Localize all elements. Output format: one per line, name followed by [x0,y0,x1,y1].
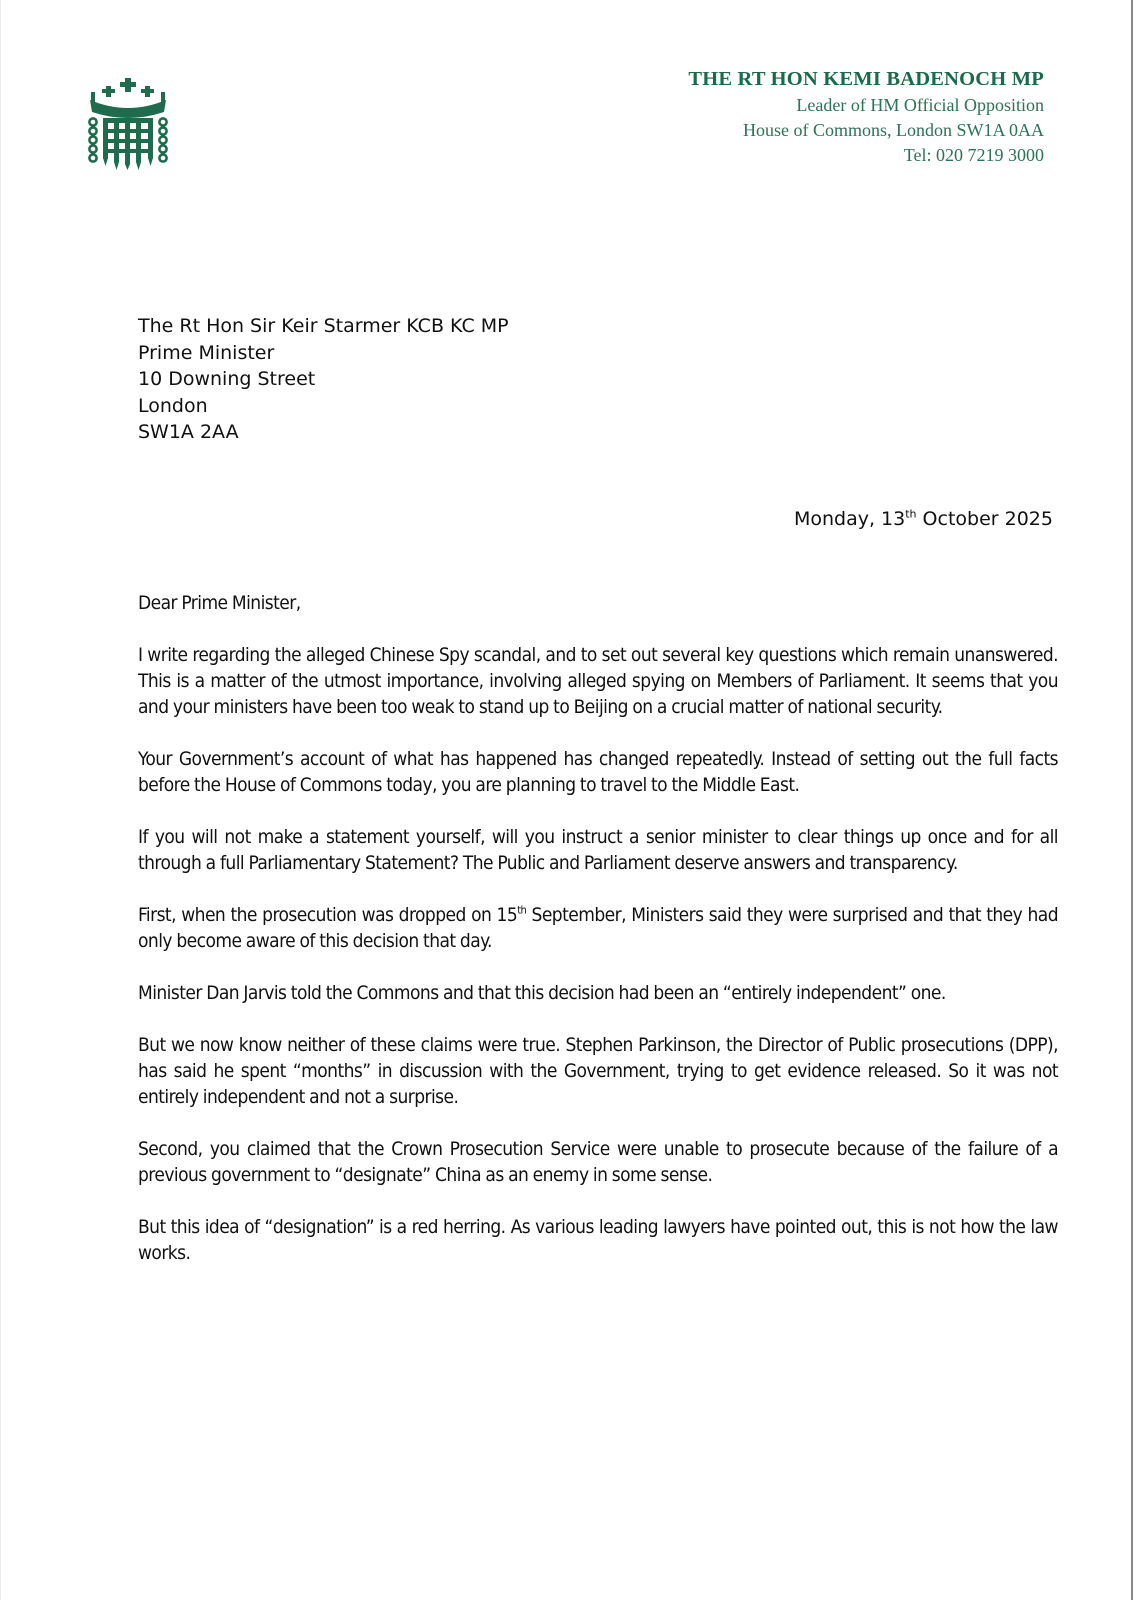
paragraph: Your Government’s account of what has happened has changed repeatedly. Instead of setting out the full facts before the House of Commons today, you are planning to travel to the Middle East. [138,748,1058,796]
letterhead [688,66,1044,168]
paragraph-text: First, when the prosecution was dropped on 15 [138,904,518,926]
recipient-street: 10 Downing Street [138,368,316,390]
paragraph: I write regarding the alleged Chinese Spy scandal, and to set out several key questions which remain unanswered. This is a matter of the utmost importance, involving alleged spying on Members of Parliament. It seems that you and your ministers have been too weak to stand up to Beijing on a crucial matter of national security. [138,644,1058,718]
ordinal-suffix: th [517,903,527,917]
paragraph: Minister Dan Jarvis told the Commons and that this decision had been an “entirely independent” one. [138,982,946,1004]
recipient-title: Prime Minister [138,341,275,364]
recipient-postcode: SW1A 2AA [138,421,239,443]
date-day: Monday, 13 [793,508,906,530]
recipient-city: London [138,394,208,417]
letter-body [138,590,1058,1292]
paragraph: Second, you claimed that the Crown Prosecution Service were unable to prosecute because of the failure of a previous government to “designate” China as an enemy in some sense. [138,1138,1058,1186]
paragraph [138,902,1058,954]
salutation: Dear Prime Minister, [138,592,301,614]
recipient-address-block [138,313,509,446]
paragraph-text: September, Ministers said they were surprised and that they had only become aware of this decision that day. [138,904,1058,952]
paragraph: If you will not make a statement yourself, will you instruct a senior minister to clear things up once and for all through a full Parliamentary Statement? The Public and Parliament deserve answers and transparency. [138,826,1058,874]
sender-address: House of Commons, London SW1A 0AA [743,120,1044,140]
portcullis-crown-icon [86,78,170,170]
paragraph: But we now know neither of these claims were true. Stephen Parkinson, the Director of Public prosecutions (DPP), has said he spent “months” in discussion with the Government, trying to get evidence released. So it was not entirely independent and not a surprise. [138,1034,1058,1108]
sender-title: Leader of HM Official Opposition [796,95,1044,115]
paragraph: But this idea of “designation” is a red herring. As various leading lawyers have pointed out, this is not how the law works. [138,1216,1058,1264]
date-month-year: October 2025 [916,508,1053,530]
sender-name: THE RT HON KEMI BADENOCH MP [688,68,1044,90]
date-ordinal: th [905,507,917,521]
sender-telephone: Tel: 020 7219 3000 [903,145,1044,165]
letter-date [794,506,1053,532]
recipient-name: The Rt Hon Sir Keir Starmer KCB KC MP [138,315,509,337]
